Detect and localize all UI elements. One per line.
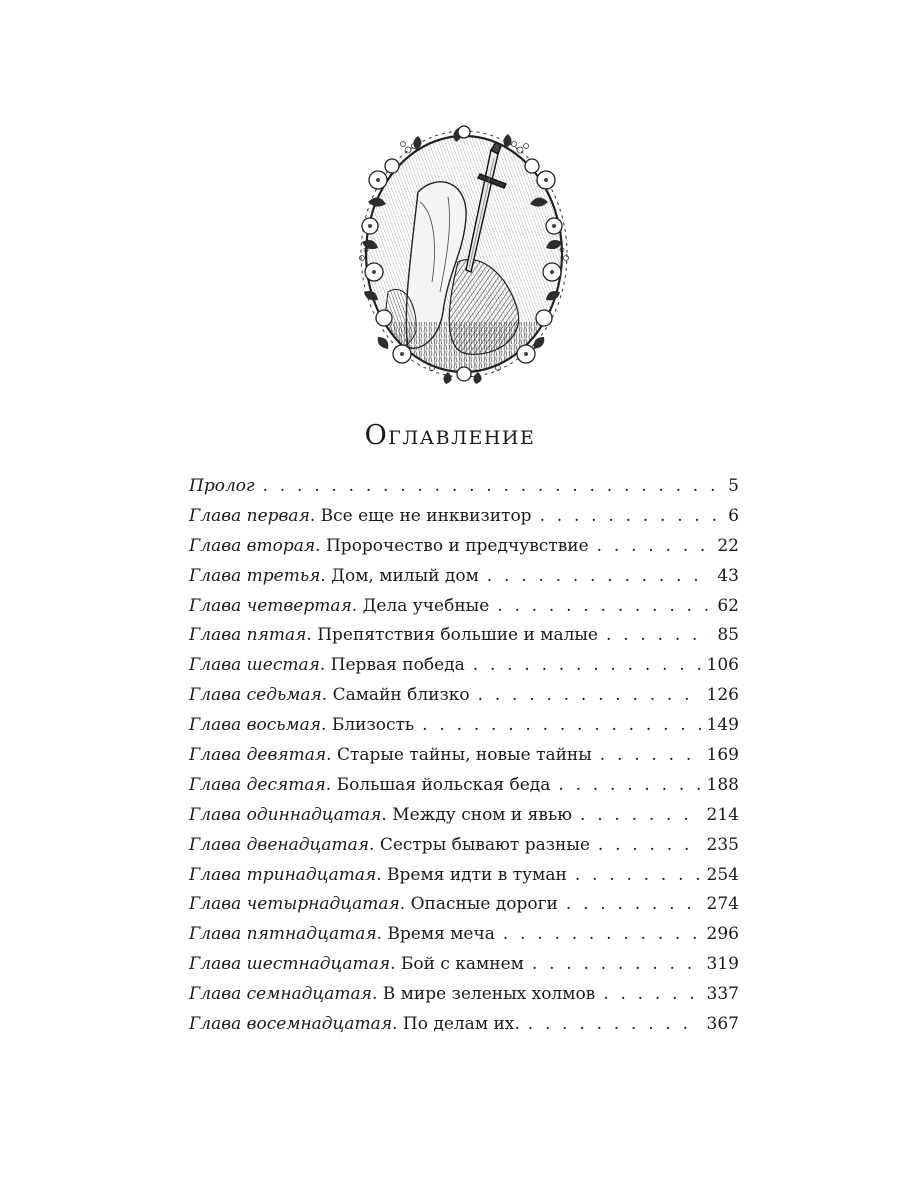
toc-page-number: 188: [706, 774, 739, 795]
toc-page-number: 296: [706, 924, 739, 945]
toc-separator: .: [306, 625, 318, 646]
toc-chapter-label: Глава двенадцатая: [189, 834, 369, 855]
toc-chapter-label: Глава пятнадцатая: [189, 924, 377, 945]
dot-leader: [606, 625, 711, 645]
toc-page-number: 126: [706, 685, 739, 706]
toc-separator: .: [392, 1014, 403, 1035]
toc-entry[interactable]: [189, 924, 739, 954]
toc-entry-heading: [189, 865, 567, 885]
toc-page-number: 6: [728, 505, 739, 526]
dot-leader: [528, 1014, 701, 1034]
toc-page-number: 337: [706, 984, 739, 1005]
toc-entry[interactable]: [189, 775, 739, 805]
dot-leader: [566, 894, 701, 914]
toc-chapter-title: В мире зеленых холмов: [382, 984, 596, 1005]
toc-entry[interactable]: [189, 596, 739, 626]
toc-chapter-label: Глава семнадцатая.: [189, 984, 378, 1005]
toc-chapter-label: Глава третья: [189, 565, 321, 586]
toc-entry[interactable]: [189, 536, 739, 566]
toc-chapter-label: Глава восьмая: [189, 715, 322, 736]
toc-separator: .: [320, 565, 332, 586]
toc-chapter-title: Препятствия большие и малые: [317, 625, 598, 646]
toc-page-number: 62: [717, 595, 739, 616]
toc-chapter-title: Большая йольская беда: [336, 774, 551, 795]
toc-entry-heading: [189, 715, 414, 735]
toc-separator: .: [376, 924, 388, 945]
toc-entry-heading: [189, 566, 479, 586]
toc-chapter-title: Первая победа: [330, 655, 465, 676]
toc-entry[interactable]: [189, 655, 739, 685]
toc-chapter-title: Бой с камнем: [400, 954, 524, 975]
toc-entry-heading: [189, 536, 589, 556]
dot-leader: [497, 596, 711, 616]
toc-chapter-label: Глава первая: [189, 505, 310, 526]
toc-chapter-label: Глава одиннадцатая: [189, 804, 382, 825]
toc-separator: .: [325, 774, 337, 795]
page-title: Оглавление: [364, 420, 536, 451]
dot-leader: [580, 805, 701, 825]
toc-page-number: 149: [706, 715, 739, 736]
toc-entry-heading: [189, 954, 524, 974]
toc-chapter-title: Пророчество и предчувствие: [325, 535, 589, 556]
toc-chapter-title: Время идти в туман: [387, 864, 567, 885]
dot-leader: [603, 984, 700, 1004]
toc-chapter-label: Глава восемнадцатая: [189, 1014, 393, 1035]
toc-entry[interactable]: [189, 1014, 739, 1044]
toc-entry[interactable]: [189, 984, 739, 1014]
dot-leader: [503, 924, 701, 944]
dot-leader: [478, 685, 701, 705]
toc-chapter-title: Опасные дороги: [410, 894, 558, 915]
toc-chapter-label: Глава десятая: [189, 774, 326, 795]
toc-entry[interactable]: [189, 506, 739, 536]
dot-leader: [575, 865, 701, 885]
toc-entry-heading: [189, 835, 590, 855]
toc-entry-heading: [189, 685, 470, 705]
toc-separator: .: [315, 535, 326, 556]
toc-page-number: 254: [706, 864, 739, 885]
dot-leader: [600, 745, 701, 765]
toc-separator: .: [309, 505, 321, 526]
toc-entry-heading: [189, 745, 592, 765]
toc-separator: .: [399, 894, 411, 915]
toc-chapter-label: Глава седьмая.: [189, 685, 328, 706]
toc-entry[interactable]: [189, 805, 739, 835]
dot-leader: [558, 775, 700, 795]
dot-leader: [422, 715, 700, 735]
toc-entry-heading: [189, 506, 532, 526]
toc-separator: .: [351, 595, 363, 616]
toc-chapter-title: Близость: [331, 715, 415, 736]
toc-page-number: 5: [728, 476, 739, 496]
toc-entry-heading: [189, 775, 550, 795]
toc-chapter-title: Дела учебные: [362, 595, 490, 616]
toc-entry[interactable]: [189, 745, 739, 775]
toc-entry-heading: [189, 655, 465, 675]
toc-chapter-title: Старые тайны, новые тайны: [336, 745, 592, 766]
toc-chapter-label: Глава вторая: [189, 535, 316, 556]
toc-chapter-label: Пролог: [189, 476, 255, 496]
dot-leader: [473, 655, 701, 675]
toc-page-number: 367: [706, 1014, 739, 1035]
toc-chapter-title: Все еще не инквизитор: [320, 505, 532, 526]
toc-separator: .: [319, 655, 331, 676]
toc-chapter-title: Дом, милый дом: [331, 565, 479, 586]
toc-page-number: 22: [717, 535, 739, 556]
toc-chapter-label: Глава девятая: [189, 745, 327, 766]
dot-leader: [487, 566, 712, 586]
toc-chapter-label: Глава тринадцатая.: [189, 864, 382, 885]
toc-entry[interactable]: [189, 894, 739, 924]
toc-entry[interactable]: [189, 566, 739, 596]
toc-entry-heading: [189, 1014, 520, 1034]
toc-separator: .: [381, 804, 393, 825]
toc-chapter-label: Глава четырнадцатая: [189, 894, 400, 915]
dot-leader: [540, 506, 719, 526]
toc-separator: .: [326, 745, 337, 766]
toc-entry[interactable]: [189, 835, 739, 865]
toc-entry-heading: [189, 625, 598, 645]
toc-page-number: 235: [706, 834, 739, 855]
toc-chapter-label: Глава шестая: [189, 655, 320, 676]
toc-entry-heading: [189, 596, 489, 616]
toc-entry[interactable]: [189, 865, 739, 895]
toc-page-number: 319: [706, 954, 739, 975]
toc-entry-heading: [189, 476, 255, 496]
toc-separator: .: [390, 954, 401, 975]
toc-page-number: 214: [706, 804, 739, 825]
toc-entry-heading: [189, 984, 595, 1004]
toc-page-number: 169: [706, 745, 739, 766]
toc-chapter-title: По делам их.: [402, 1014, 520, 1035]
table-of-contents: [189, 476, 739, 1044]
toc-chapter-title: Самайн близко: [332, 685, 470, 706]
dot-leader: [597, 536, 712, 556]
toc-separator: .: [369, 834, 380, 855]
toc-chapter-label: Глава шестнадцатая: [189, 954, 391, 975]
dot-leader: [532, 954, 701, 974]
sword-wreath-engraving-icon: [348, 122, 580, 384]
toc-chapter-title: Время меча: [387, 924, 495, 945]
toc-page-number: 274: [706, 894, 739, 915]
toc-page-number: 43: [717, 565, 739, 586]
toc-entry-heading: [189, 924, 495, 944]
toc-entry[interactable]: [189, 625, 739, 655]
toc-chapter-title: Между сном и явью: [392, 804, 573, 825]
toc-entry[interactable]: [189, 715, 739, 745]
toc-entry-heading: [189, 894, 558, 914]
toc-page-number: 106: [706, 655, 739, 676]
toc-separator: .: [321, 715, 332, 736]
toc-entry-heading: [189, 805, 572, 825]
toc-chapter-label: Глава пятая: [189, 625, 307, 646]
toc-chapter-label: Глава четвертая: [189, 595, 352, 616]
toc-entry[interactable]: [189, 685, 739, 715]
dot-leader: [263, 476, 719, 496]
toc-entry[interactable]: [189, 954, 739, 984]
toc-page-number: 85: [717, 625, 739, 646]
toc-entry[interactable]: [189, 476, 739, 506]
toc-chapter-title: Сестры бывают разные: [379, 834, 590, 855]
dot-leader: [598, 835, 701, 855]
